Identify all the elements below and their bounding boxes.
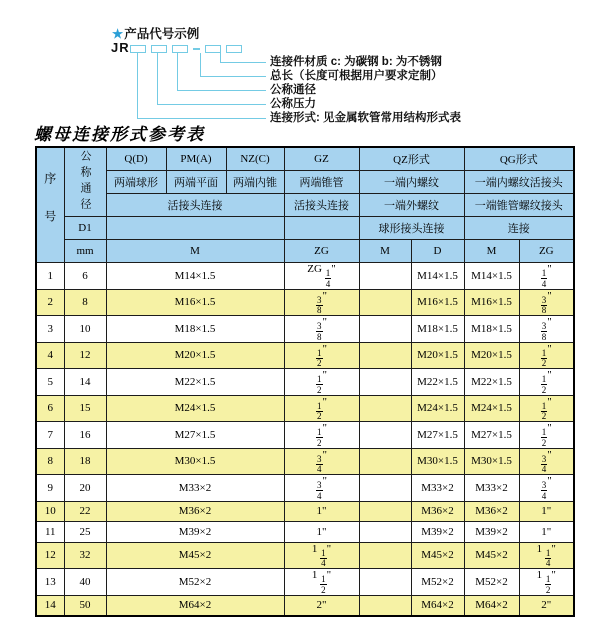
table-row <box>36 369 574 396</box>
cell-qg-zg: $\frac{3}{4}$ " <box>519 475 574 502</box>
header-empty <box>284 217 359 240</box>
header-qz-row2: 一端内螺纹 <box>359 171 464 194</box>
cell-qg-zg: $\frac{1}{4}$ " <box>519 263 574 290</box>
callout-material: 连接件材质 c: 为碳钢 b: 为不锈钢 <box>270 56 442 68</box>
cell-seq: 9 <box>36 475 64 502</box>
cell-qg-m: M14×1.5 <box>464 263 519 290</box>
cell-qg-m: M30×1.5 <box>464 448 519 475</box>
table-row <box>36 475 574 502</box>
cell-gz: $\frac{1}{2}$ " <box>284 422 359 449</box>
cell-gz: 1" <box>284 501 359 522</box>
cell-qg-zg: 1" <box>519 501 574 522</box>
cell-qz-m <box>359 316 411 343</box>
connector-line <box>200 53 201 76</box>
cell-qz-m <box>359 542 411 569</box>
header-qg-m: M <box>464 240 519 263</box>
connector-line <box>177 90 266 91</box>
cell-dn: 10 <box>64 316 106 343</box>
cell-m: M24×1.5 <box>106 395 284 422</box>
cell-seq: 10 <box>36 501 64 522</box>
callout-length: 总长（长度可根据用户要求定制） <box>270 70 443 82</box>
cell-m: M14×1.5 <box>106 263 284 290</box>
callout-diameter: 公称通径 <box>270 84 316 96</box>
cell-seq: 3 <box>36 316 64 343</box>
cell-seq: 7 <box>36 422 64 449</box>
cell-qz-m <box>359 289 411 316</box>
header-row-4 <box>36 217 574 240</box>
cell-m: M20×1.5 <box>106 342 284 369</box>
header-empty <box>106 217 284 240</box>
code-dash <box>193 48 200 50</box>
cell-qz-d: M39×2 <box>411 522 464 543</box>
table-row <box>36 395 574 422</box>
cell-qg-m: M39×2 <box>464 522 519 543</box>
callout-pressure: 公称压力 <box>270 98 316 110</box>
header-row-3 <box>36 194 574 217</box>
cell-m: M64×2 <box>106 595 284 616</box>
cell-seq: 1 <box>36 263 64 290</box>
code-prefix: JR <box>111 40 130 55</box>
cell-qz-m <box>359 475 411 502</box>
cell-qg-zg: 1 $\frac{1}{4}$ " <box>519 542 574 569</box>
cell-m: M45×2 <box>106 542 284 569</box>
cell-qz-m <box>359 369 411 396</box>
cell-qz-d: M27×1.5 <box>411 422 464 449</box>
cell-dn: 15 <box>64 395 106 422</box>
table-row <box>36 263 574 290</box>
cell-qz-m <box>359 522 411 543</box>
cell-qg-zg: $\frac{3}{8}$ " <box>519 289 574 316</box>
cell-dn: 25 <box>64 522 106 543</box>
cell-qg-zg: $\frac{3}{4}$ " <box>519 448 574 475</box>
header-union-conn: 活接头连接 <box>106 194 284 217</box>
cell-qz-m <box>359 422 411 449</box>
cell-qz-d: M24×1.5 <box>411 395 464 422</box>
cell-m: M18×1.5 <box>106 316 284 343</box>
cell-dn: 14 <box>64 369 106 396</box>
star-icon: ★ <box>112 27 124 41</box>
header-nz-code: NZ(C) <box>226 147 284 171</box>
cell-dn: 32 <box>64 542 106 569</box>
cell-qz-m <box>359 263 411 290</box>
cell-dn: 40 <box>64 569 106 596</box>
header-qz-m: M <box>359 240 411 263</box>
cell-gz: $\frac{3}{8}$ " <box>284 289 359 316</box>
cell-gz: $\frac{1}{2}$ " <box>284 369 359 396</box>
cell-m: M16×1.5 <box>106 289 284 316</box>
cell-qz-d: M22×1.5 <box>411 369 464 396</box>
connector-line <box>220 53 221 62</box>
table-title: 螺母连接形式参考表 <box>34 125 205 144</box>
cell-qz-d: M33×2 <box>411 475 464 502</box>
cell-qz-m <box>359 342 411 369</box>
header-qz-row4: 球形接头连接 <box>359 217 464 240</box>
header-qz-row3: 一端外螺纹 <box>359 194 464 217</box>
cell-dn: 20 <box>64 475 106 502</box>
header-m-merged: M <box>106 240 284 263</box>
connector-line <box>157 53 158 104</box>
header-nz-type: 两端内锥 <box>226 171 284 194</box>
table-row <box>36 448 574 475</box>
cell-seq: 6 <box>36 395 64 422</box>
cell-gz: 1" <box>284 522 359 543</box>
cell-qg-m: M18×1.5 <box>464 316 519 343</box>
cell-qg-zg: $\frac{1}{2}$ " <box>519 395 574 422</box>
cell-qz-d: M52×2 <box>411 569 464 596</box>
callout-conn-form: 连接形式: 见金属软管常用结构形式表 <box>270 112 462 124</box>
header-row-2 <box>36 171 574 194</box>
cell-seq: 13 <box>36 569 64 596</box>
table-body <box>36 263 574 617</box>
cell-qg-m: M16×1.5 <box>464 289 519 316</box>
cell-qz-d: M14×1.5 <box>411 263 464 290</box>
header-seq: 序号 <box>36 147 64 263</box>
cell-m: M33×2 <box>106 475 284 502</box>
header-qg-row3: 一端锥管螺纹接头 <box>464 194 574 217</box>
cell-qz-m <box>359 395 411 422</box>
cell-gz: 1 $\frac{1}{4}$ " <box>284 542 359 569</box>
header-row-1 <box>36 147 574 171</box>
connector-line <box>137 53 138 118</box>
connector-line <box>157 104 266 105</box>
cell-qz-m <box>359 595 411 616</box>
cell-gz: 2" <box>284 595 359 616</box>
cell-qg-zg: $\frac{1}{2}$ " <box>519 422 574 449</box>
cell-qz-d: M18×1.5 <box>411 316 464 343</box>
table-row <box>36 542 574 569</box>
code-box <box>172 45 188 53</box>
cell-qz-d: M20×1.5 <box>411 342 464 369</box>
connector-line <box>200 76 266 77</box>
header-gz-union-conn: 活接头连接 <box>284 194 359 217</box>
cell-m: M52×2 <box>106 569 284 596</box>
cell-seq: 8 <box>36 448 64 475</box>
code-box <box>130 45 146 53</box>
cell-gz: 1 $\frac{1}{2}$ " <box>284 569 359 596</box>
header-pm-type: 两端平面 <box>166 171 226 194</box>
header-pm-code: PM(A) <box>166 147 226 171</box>
cell-seq: 4 <box>36 342 64 369</box>
header-qz-title: QZ形式 <box>359 147 464 171</box>
cell-qg-m: M36×2 <box>464 501 519 522</box>
table-row <box>36 595 574 616</box>
code-box <box>151 45 167 53</box>
cell-qg-m: M64×2 <box>464 595 519 616</box>
cell-qz-d: M16×1.5 <box>411 289 464 316</box>
header-mm: mm <box>64 240 106 263</box>
cell-dn: 18 <box>64 448 106 475</box>
cell-qg-m: M52×2 <box>464 569 519 596</box>
cell-qz-d: M30×1.5 <box>411 448 464 475</box>
code-box <box>226 45 242 53</box>
cell-seq: 5 <box>36 369 64 396</box>
table-row <box>36 422 574 449</box>
cell-qz-d: M45×2 <box>411 542 464 569</box>
cell-m: M27×1.5 <box>106 422 284 449</box>
cell-qg-m: M33×2 <box>464 475 519 502</box>
cell-dn: 16 <box>64 422 106 449</box>
diagram-title-text: 产品代号示例 <box>124 27 200 41</box>
cell-qz-m <box>359 569 411 596</box>
header-q-type: 两端球形 <box>106 171 166 194</box>
header-zg-gz: ZG <box>284 240 359 263</box>
cell-qz-d: M36×2 <box>411 501 464 522</box>
cell-m: M39×2 <box>106 522 284 543</box>
header-d1: D1 <box>64 217 106 240</box>
table-row <box>36 501 574 522</box>
header-qg-zg: ZG <box>519 240 574 263</box>
cell-qg-zg: $\frac{3}{8}$ " <box>519 316 574 343</box>
cell-qg-zg: 1 $\frac{1}{2}$ " <box>519 569 574 596</box>
header-row-5 <box>36 240 574 263</box>
header-qz-d: D <box>411 240 464 263</box>
cell-gz: $\frac{1}{2}$ " <box>284 342 359 369</box>
cell-dn: 50 <box>64 595 106 616</box>
header-gz-type: 两端锥管 <box>284 171 359 194</box>
cell-gz: ZG $\frac{1}{4}$ " <box>284 263 359 290</box>
header-q-code: Q(D) <box>106 147 166 171</box>
cell-qg-zg: 2" <box>519 595 574 616</box>
header-gz-code: GZ <box>284 147 359 171</box>
cell-seq: 2 <box>36 289 64 316</box>
cell-qg-zg: 1" <box>519 522 574 543</box>
cell-dn: 22 <box>64 501 106 522</box>
cell-qg-m: M20×1.5 <box>464 342 519 369</box>
cell-gz: $\frac{3}{8}$ " <box>284 316 359 343</box>
cell-qg-m: M22×1.5 <box>464 369 519 396</box>
connector-line <box>220 62 266 63</box>
header-dn: 公称通径 <box>64 147 106 217</box>
cell-qz-m <box>359 448 411 475</box>
table-row <box>36 342 574 369</box>
cell-qz-d: M64×2 <box>411 595 464 616</box>
table-row <box>36 569 574 596</box>
table-row <box>36 289 574 316</box>
header-qg-row4: 连接 <box>464 217 574 240</box>
cell-qg-zg: $\frac{1}{2}$ " <box>519 342 574 369</box>
cell-gz: $\frac{3}{4}$ " <box>284 448 359 475</box>
cell-m: M30×1.5 <box>106 448 284 475</box>
header-qg-title: QG形式 <box>464 147 574 171</box>
table-row <box>36 522 574 543</box>
cell-dn: 6 <box>64 263 106 290</box>
cell-qg-m: M45×2 <box>464 542 519 569</box>
cell-gz: $\frac{3}{4}$ " <box>284 475 359 502</box>
cell-qg-m: M24×1.5 <box>464 395 519 422</box>
cell-qg-m: M27×1.5 <box>464 422 519 449</box>
cell-qg-zg: $\frac{1}{2}$ " <box>519 369 574 396</box>
cell-dn: 12 <box>64 342 106 369</box>
cell-dn: 8 <box>64 289 106 316</box>
cell-qz-m <box>359 501 411 522</box>
code-boxes <box>130 45 247 53</box>
code-box <box>205 45 221 53</box>
cell-m: M22×1.5 <box>106 369 284 396</box>
cell-m: M36×2 <box>106 501 284 522</box>
cell-seq: 14 <box>36 595 64 616</box>
cell-seq: 12 <box>36 542 64 569</box>
nut-connection-table <box>35 146 575 617</box>
table-row <box>36 316 574 343</box>
cell-gz: $\frac{1}{2}$ " <box>284 395 359 422</box>
cell-seq: 11 <box>36 522 64 543</box>
header-qg-row2: 一端内螺纹活接头 <box>464 171 574 194</box>
connector-line <box>177 53 178 90</box>
